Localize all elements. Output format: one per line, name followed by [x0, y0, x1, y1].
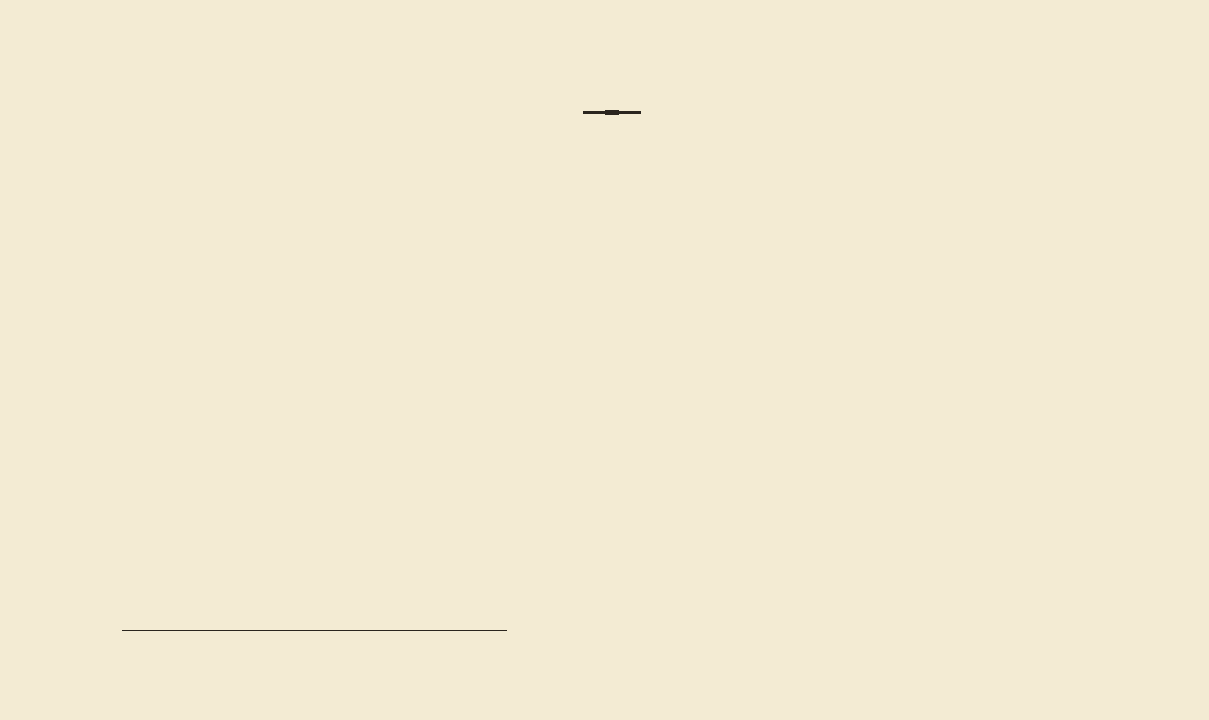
footnote-separator [122, 630, 507, 631]
title-ornament-rule [583, 111, 641, 114]
